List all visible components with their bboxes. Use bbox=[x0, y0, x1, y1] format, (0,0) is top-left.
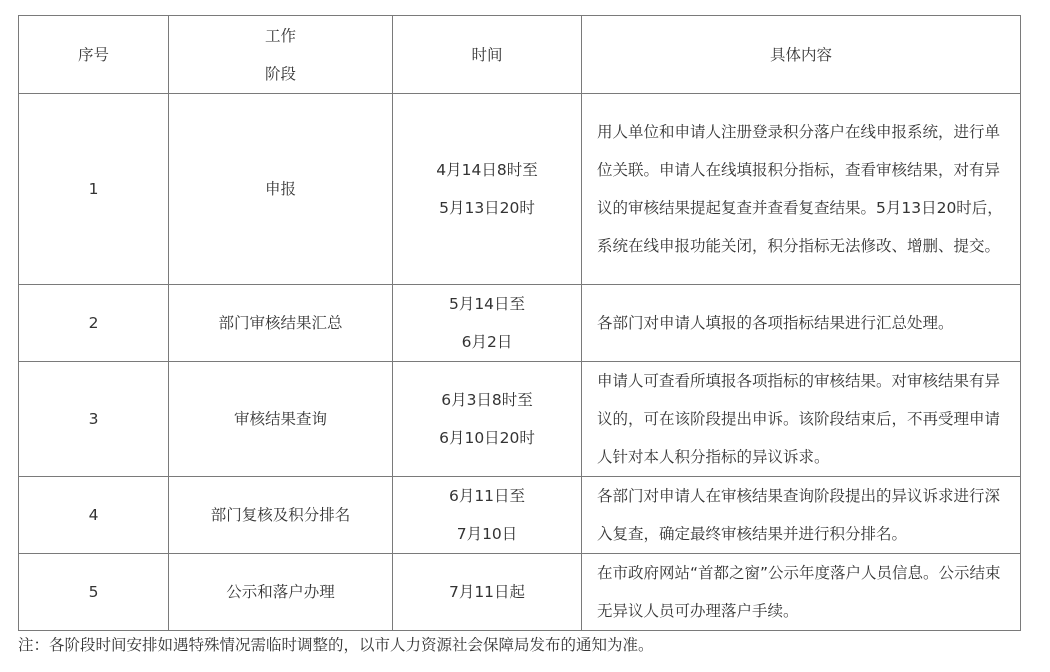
row-content: 各部门对申请人在审核结果查询阶段提出的异议诉求进行深入复查，确定最终审核结果并进行积分排名。 bbox=[582, 477, 1021, 554]
row-no: 3 bbox=[19, 362, 169, 477]
row-content: 在市政府网站“首都之窗”公示年度落户人员信息。公示结束无异议人员可办理落户手续。 bbox=[582, 554, 1021, 631]
row-time-line2: 5月13日20时 bbox=[439, 199, 535, 217]
row-time-line1: 6月3日8时至 bbox=[441, 391, 533, 409]
row-stage: 部门复核及积分排名 bbox=[169, 477, 393, 554]
table-row bbox=[19, 362, 1021, 477]
row-no: 1 bbox=[19, 94, 169, 285]
row-time bbox=[393, 285, 582, 362]
row-time-line2: 7月10日 bbox=[456, 525, 518, 543]
header-time: 时间 bbox=[393, 16, 582, 94]
header-stage-line2: 阶段 bbox=[264, 64, 296, 83]
row-stage: 审核结果查询 bbox=[169, 362, 393, 477]
table-row bbox=[19, 554, 1021, 631]
row-time-line2: 6月10日20时 bbox=[439, 429, 535, 447]
footnote: 注：各阶段时间安排如遇特殊情况需临时调整的，以市人力资源社会保障局发布的通知为准。 bbox=[18, 636, 654, 654]
row-no: 2 bbox=[19, 285, 169, 362]
schedule-table bbox=[18, 15, 1021, 631]
row-stage: 公示和落户办理 bbox=[169, 554, 393, 631]
header-content: 具体内容 bbox=[582, 16, 1021, 94]
row-time bbox=[393, 362, 582, 477]
table-header-row bbox=[19, 16, 1021, 94]
row-no: 5 bbox=[19, 554, 169, 631]
table-row bbox=[19, 477, 1021, 554]
row-time bbox=[393, 477, 582, 554]
header-no: 序号 bbox=[19, 16, 169, 94]
row-content: 各部门对申请人填报的各项指标结果进行汇总处理。 bbox=[582, 285, 1021, 362]
row-time bbox=[393, 94, 582, 285]
row-time-line2: 6月2日 bbox=[461, 333, 513, 351]
row-stage: 部门审核结果汇总 bbox=[169, 285, 393, 362]
row-time-line1: 6月11日至 bbox=[448, 487, 526, 505]
row-time-line1: 5月14日至 bbox=[448, 295, 526, 313]
row-time-line1: 4月14日8时至 bbox=[436, 161, 538, 179]
table-row bbox=[19, 94, 1021, 285]
row-stage: 申报 bbox=[169, 94, 393, 285]
row-time: 7月11日起 bbox=[393, 554, 582, 631]
header-stage bbox=[169, 16, 393, 94]
table-row bbox=[19, 285, 1021, 362]
row-no: 4 bbox=[19, 477, 169, 554]
header-stage-line1: 工作 bbox=[264, 26, 296, 45]
row-content: 申请人可查看所填报各项指标的审核结果。对审核结果有异议的，可在该阶段提出申诉。该阶段结束后，不再受理申请人针对本人积分指标的异议诉求。 bbox=[582, 362, 1021, 477]
row-content: 用人单位和申请人注册登录积分落户在线申报系统，进行单位关联。申请人在线填报积分指标，查看审核结果，对有异议的审核结果提起复查并查看复查结果。5月13日20时后，系统在线申报功能关闭，积分指标无法修改、增删、提交。 bbox=[582, 94, 1021, 285]
